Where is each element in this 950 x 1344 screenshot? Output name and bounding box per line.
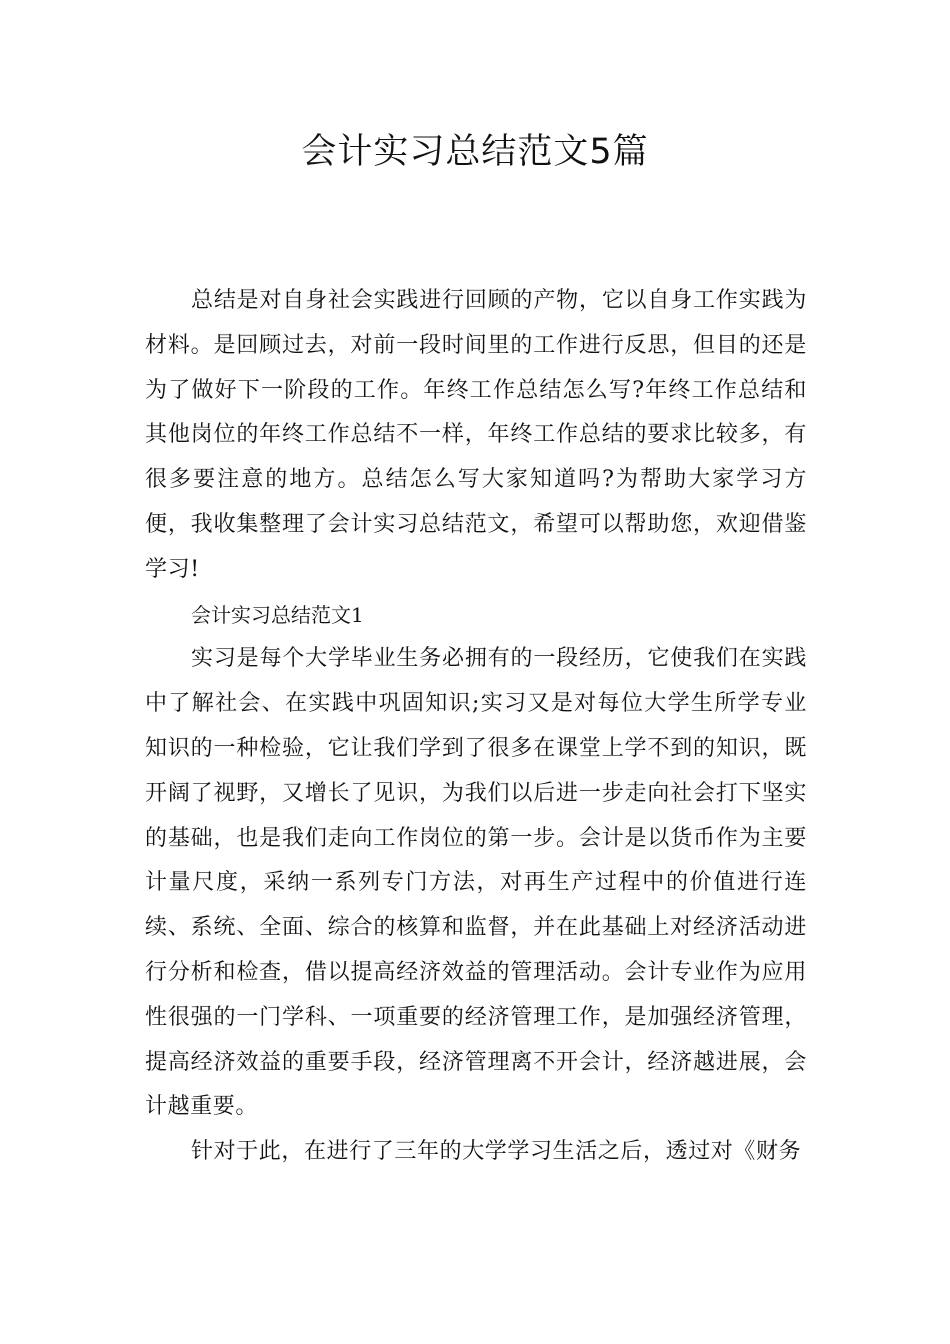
document-body bbox=[145, 279, 807, 1175]
section-paragraph-continued: 针对于此，在进行了三年的大学学习生活之后，透过对《财务 bbox=[191, 1139, 802, 1165]
section-paragraph: 实习是每个大学毕业生务必拥有的一段经历，它使我们在实践中了解社会、在实践中巩固知识;实习又是对每位大学生所学专业知识的一种检验，它让我们学到了很多在课堂上学不到的知识，既开阔了视野，又增长了见识，为我们以后进一步走向社会打下坚实的基础，也是我们走向工作岗位的第一步。会计是以货币作为主要计量尺度，采纳一系列专门方法，对再生产过程中的价值进行连续、系统、全面、综合的核算和监督，并在此基础上对经济活动进行分析和检查，借以提高经济效益的管理活动。会计专业作为应用性很强的一门学科、一项重要的经济管理工作，是加强经济管理，提高经济效益的重要手段，经济管理离不开会计，经济越进展，会计越重要。 bbox=[145, 646, 807, 1120]
intro-paragraph: 总结是对自身社会实践进行回顾的产物，它以自身工作实践为材料。是回顾过去，对前一段时间里的工作进行反思，但目的还是为了做好下一阶段的工作。年终工作总结怎么写?年终工作总结和其他岗位的年终工作总结不一样，年终工作总结的要求比较多，有很多要注意的地方。总结怎么写大家知道吗?为帮助大家学习方便，我收集整理了会计实习总结范文，希望可以帮助您，欢迎借鉴学习! bbox=[145, 288, 807, 582]
document-title: 会计实习总结范文5篇 bbox=[301, 132, 649, 172]
section-heading: 会计实习总结范文1 bbox=[191, 602, 364, 627]
